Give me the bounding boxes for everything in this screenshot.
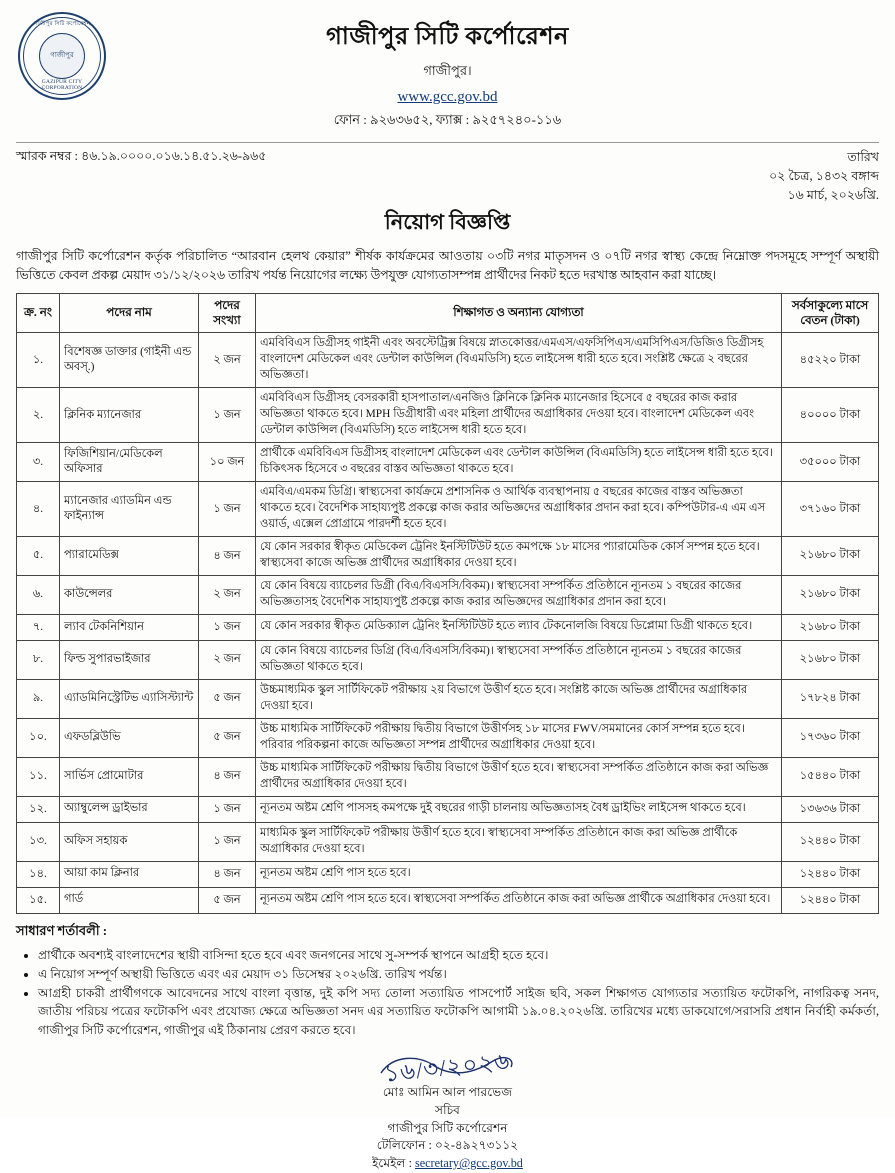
cell-vacancy: ৫ জন [199,679,256,718]
date-label: তারিখ [847,150,879,164]
cell-sl: ৯. [17,679,60,718]
city-corporation-seal-icon [18,12,106,100]
cell-sl: ৭. [17,614,60,640]
cell-vacancy: ১ জন [199,614,256,640]
column-header-post: পদের নাম [60,293,199,333]
memo-number: স্মারক নম্বর : ৪৬.১৯.০০০০.০১৬.১৪.৫১.২৬-৯৬৫ [16,149,267,163]
cell-sl: ১১. [17,757,60,796]
page-title: নিয়োগ বিজ্ঞপ্তি [384,210,511,235]
table-row [17,861,879,887]
cell-post-name: প্যারামেডিক্স [60,537,199,576]
table-row [17,796,879,822]
cell-sl: ১২. [17,796,60,822]
table-row [17,575,879,614]
cell-vacancy: ৫ জন [199,718,256,757]
cell-qualification: মাধ্যমিক স্কুল সার্টিফিকেট পরীক্ষায় উত্তীর্ণ হতে হবে। স্বাস্থ্যসেবা সম্পর্কিত প্রতিষ্ঠানে কাজ করা অভিজ্ঞ প্রার্থীকে অগ্রাধিকার দেওয়া হবে। [256,822,782,861]
document-header [16,10,879,132]
signatory-office: গাজীপুর সিটি কর্পোরেশন [387,1120,508,1135]
signatory-email-row [16,1155,879,1173]
signatory-phone: টেলিফোন : ০২-৪৯২৭৩১১২ [376,1138,519,1153]
cell-sl: ৮. [17,640,60,679]
seal-bottom-text: GAZIPUR CITY CORPORATION [41,79,83,91]
cell-post-name: গার্ড [60,887,199,913]
conditions-list [16,946,879,1039]
table-row [17,388,879,443]
organization-website-link[interactable]: www.gcc.gov.bd [397,89,498,105]
cell-qualification: প্রার্থীকে এমবিবিএস ডিগ্রীসহ বাংলাদেশ মেডিকেল এবং ডেন্টাল কাউন্সিল (বিএমডিসি) হতে লাইসেন্স ধারী হতে হবে। চিকিৎসক হিসেবে ৩ বছরের বাস্তব অভিজ্ঞতা থাকতে হবে। [256,443,782,482]
cell-post-name: এফডব্লিউভি [60,718,199,757]
organization-location: গাজীপুর। [423,63,472,78]
cell-post-name: অ্যাম্বুলেন্স ড্রাইভার [60,796,199,822]
signature-scribble: ১৬/৩/২০২৬ [383,1048,512,1087]
table-row [17,614,879,640]
cell-pay: ১৭৮২৪ টাকা [782,679,879,718]
cell-qualification: যে কোন সরকার স্বীকৃত মেডিকেল ট্রেনিং ইনস্টিটিউট হতে কমপক্ষে ১৮ মাসের প্যারামেডিক কোর্স সম্পন্ন হতে হবে। স্বাস্থ্যসেবা কাজে অভিজ্ঞ প্রার্থীদের অগ্রাধিকার দেওয়া হবে। [256,537,782,576]
cell-post-name: বিশেষজ্ঞ ডাক্তার (গাইনী এন্ড অবস্.) [60,333,199,388]
cell-post-name: ফিজিশিয়ান/মেডিকেল অফিসার [60,443,199,482]
cell-vacancy: ৪ জন [199,757,256,796]
column-header-vacancy: পদের সংখ্যা [199,293,256,333]
cell-pay: ২১৬৮০ টাকা [782,640,879,679]
table-row [17,333,879,388]
organization-title: গাজীপুর সিটি কর্পোরেশন [326,24,569,50]
cell-pay: ৪০০০০ টাকা [782,388,879,443]
cell-qualification: ন্যূনতম অষ্টম শ্রেণি পাসসহ কমপক্ষে দুই বছরের গাড়ী চালনায় অভিজ্ঞতাসহ বৈধ ড্রাইভিং লাইসেন্স থাকতে হবে। [256,796,782,822]
cell-qualification: উচ্চ মাধ্যমিক সার্টিফিকেট পরীক্ষায় দ্বিতীয় বিভাগে উত্তীর্ণসহ ১৮ মাসের FWV/সমমানের কোর্স সম্পন্ন হতে হবে। পরিবার পরিকল্পনা কাজে অভিজ্ঞতা সম্পন্ন প্রার্থীদের অগ্রাধিকার দেওয়া হবে। [256,718,782,757]
table-row [17,718,879,757]
cell-qualification: এমবিবিএস ডিগ্রীসহ বেসরকারী হাসপাতাল/এনজিও ক্লিনিকে ক্লিনিক ম্যানেজার হিসেবে ৫ বছরের কাজ করার অভিজ্ঞতা থাকতে হবে। MPH ডিগ্রীধারী এবং মহিলা প্রার্থীদের অগ্রাধিকার দেওয়া হবে। বাংলাদেশ মেডিকেল এবং ডেন্টাল কাউন্সিল (বিএমডিসি) হতে লাইসেন্স ধারী হতে হবে। [256,388,782,443]
cell-pay: ২১৬৮০ টাকা [782,537,879,576]
cell-vacancy: ১ জন [199,482,256,537]
cell-qualification: উচ্চমাধ্যমিক স্কুল সার্টিফিকেট পরীক্ষায় ২য় বিভাগে উত্তীর্ণ হতে হবে। সংশ্লিষ্ট কাজে অভিজ্ঞ প্রার্থীদের অগ্রাধিকার দেওয়া হবে। [256,679,782,718]
cell-pay: ২১৬৮০ টাকা [782,575,879,614]
cell-pay: ৩৫০০০ টাকা [782,443,879,482]
cell-sl: ২. [17,388,60,443]
cell-post-name: কাউন্সেলর [60,575,199,614]
organization-phone-line: ফোন : ৯২৬৩৬৫২, ফ্যাক্স : ৯২৫৭২৪০-১১৬ [333,112,562,127]
signature-wrapper [383,1048,512,1087]
list-item: • আগ্রহী চাকরী প্রার্থীগণকে আবেদনের সাথে বাংলা বৃত্তান্ত, দুই কপি সদ্য তোলা সত্যায়িত পাসপোর্ট সাইজ ছবি, সকল শিক্ষাগত যোগ্যতার সত্যায়িত ফটোকপি, নাগরিকত্ব সনদ, জাতীয় পরিচয় পত্রের ফটোকপি এবং প্রযোজ্য ক্ষেত্রে অভিজ্ঞতা সনদ এর সত্যায়িত ফটোকপি আগামী ১৯.০৪.২০২৬খ্রি. তারিখের মধ্যে ডাকযোগে/সরাসরি প্রধান নির্বাহী কর্মকর্তা, গাজীপুর সিটি কর্পোরেশন, গাজীপুর এই ঠিকানায় প্রেরণ করতে হবে। [38,984,879,1039]
cell-post-name: এ্যাডমিনিস্ট্রেটিভ এ্যাসিস্ট্যান্ট [60,679,199,718]
seal-inner-text: গাজীপুর [39,33,85,79]
cell-post-name: আয়া কাম ক্লিনার [60,861,199,887]
list-item: • প্রার্থীকে অবশ্যই বাংলাদেশের স্থায়ী বাসিন্দা হতে হবে এবং জনগনের সাথে সু-সম্পর্ক স্থাপনে আগ্রহী হতে হবে। [38,946,879,964]
cell-post-name: অফিস সহায়ক [60,822,199,861]
table-row [17,887,879,913]
signatory-name: মোঃ আমিন আল পারভেজ [382,1085,513,1100]
cell-sl: ১. [17,333,60,388]
cell-post-name: সার্ভিস প্রোমোটার [60,757,199,796]
cell-vacancy: ১০ জন [199,443,256,482]
cell-vacancy: ১ জন [199,388,256,443]
cell-post-name: ম্যানেজার এ্যাডমিন এন্ড ফাইন্যান্স [60,482,199,537]
column-header-pay: সর্বসাকুল্যে মাসে বেতন (টাকা) [782,293,879,333]
column-header-qualification: শিক্ষাগত ও অন্যান্য যোগ্যতা [256,293,782,333]
email-label: ইমেইল : [372,1156,412,1171]
cell-vacancy: ১ জন [199,822,256,861]
signatory-designation: সচিব [435,1103,460,1118]
cell-qualification: উচ্চ মাধ্যমিক সার্টিফিকেট পরীক্ষায় দ্বিতীয় বিভাগে উত্তীর্ণ হতে হবে। স্বাস্থ্যসেবা সম্পর্কিত প্রতিষ্ঠানে কাজ করা অভিজ্ঞ প্রার্থীদের অগ্রাধিকার দেওয়া হবে। [256,757,782,796]
column-header-sl: ক্র. নং [17,293,60,333]
list-item: • এ নিয়োগ সম্পূর্ণ অস্থায়ী ভিত্তিতে এবং এর মেয়াদ ৩১ ডিসেম্বর ২০২৬খ্রি. তারিখ পর্যন্ত। [38,965,879,983]
email-address[interactable]: secretary@gcc.gov.bd [415,1156,523,1171]
cell-pay: ১২৪৪০ টাকা [782,887,879,913]
cell-pay: ১২৪৪০ টাকা [782,822,879,861]
table-row [17,757,879,796]
table-row [17,443,879,482]
cell-pay: ১৫৪৪০ টাকা [782,757,879,796]
cell-sl: ১০. [17,718,60,757]
cell-sl: ১৪. [17,861,60,887]
cell-vacancy: ২ জন [199,575,256,614]
cell-post-name: ল্যাব টেকনিশিয়ান [60,614,199,640]
cell-pay: ১৭৩৬০ টাকা [782,718,879,757]
date-bangla: ০২ চৈত্র, ১৪৩২ বঙ্গাব্দ [769,168,879,183]
cell-pay: ৪৫২২০ টাকা [782,333,879,388]
cell-pay: ১২৪৪০ টাকা [782,861,879,887]
cell-qualification: ন্যূনতম অষ্টম শ্রেণি পাস হতে হবে। স্বাস্থ্যসেবা সম্পর্কিত প্রতিষ্ঠানে কাজ করা অভিজ্ঞ প্রার্থীকে অগ্রাধিকার দেওয়া হবে। [256,887,782,913]
memo-date-block [769,148,879,204]
cell-qualification: এমবিবিএস ডিগ্রীসহ গাইনী এবং অবস্টেট্রিক্স বিষয়ে স্নাতকোত্তর/এমএস/এফসিপিএস/এমসিপিএস/ডিজিও ডিগ্রীসহ বাংলাদেশ মেডিকেল এবং ডেন্টাল কাউন্সিল (বিএমডিসি) হতে লাইসেন্স ধারী হতে হবে। সংশ্লিষ্ট ক্ষেত্রে ২ বছরের অভিজ্ঞতা। [256,333,782,388]
cell-post-name: ফিল্ড সুপারভাইজার [60,640,199,679]
cell-qualification: এমবিএ/এমকম ডিগ্রি। স্বাস্থ্যসেবা কার্যক্রমে প্রশাসনিক ও আর্থিক ব্যবস্থাপনায় ৫ বছরের কাজের বাস্তব অভিজ্ঞতা থাকতে হবে। বৈদেশিক সাহায্যপুষ্ট প্রকল্পে কাজ করার অভিজ্ঞদের অগ্রাধিকার প্রদান করা হবে। কম্পিউটার-এ এম এস ওয়ার্ড, এক্সেল প্রোগ্রামে পারদর্শী হতে হবে। [256,482,782,537]
cell-sl: ১৫. [17,887,60,913]
seal-top-text: গাজীপুর সিটি কর্পোরেশন [33,21,91,27]
cell-vacancy: ৪ জন [199,537,256,576]
table-row [17,679,879,718]
table-row [17,640,879,679]
cell-sl: ৫. [17,537,60,576]
cell-qualification: যে কোন বিষয়ে ব্যাচেলর ডিগ্রি (বিএ/বিএসসি/বিকম)। স্বাস্থ্যসেবা সম্পর্কিত প্রতিষ্ঠানে ন্যূনতম ১ বছরের কাজের অভিজ্ঞতা থাকতে হবে। [256,640,782,679]
cell-vacancy: ১ জন [199,796,256,822]
date-english: ১৬ মার্চ, ২০২৬খ্রি. [787,187,879,202]
cell-sl: ৩. [17,443,60,482]
job-positions-table [16,293,879,914]
cell-qualification: যে কোন সরকার স্বীকৃত মেডিক্যাল ট্রেনিং ইনস্টিটিউট হতে ল্যাব টেকনোলজি বিষয়ে ডিপ্লোমা ডিগ্রী থাকতে হবে। [256,614,782,640]
memo-meta-row [16,142,879,204]
table-row [17,482,879,537]
cell-sl: ৪. [17,482,60,537]
conditions-title: সাধারণ শর্তাবলী : [16,922,108,938]
signature-block [16,1048,879,1173]
cell-vacancy: ৪ জন [199,861,256,887]
table-header-row [17,293,879,333]
cell-pay: ২১৬৮০ টাকা [782,614,879,640]
cell-vacancy: ২ জন [199,333,256,388]
cell-pay: ৩৭১৬০ টাকা [782,482,879,537]
cell-pay: ১৩৬৩৬ টাকা [782,796,879,822]
cell-post-name: ক্লিনিক ম্যানেজার [60,388,199,443]
cell-qualification: যে কোন বিষয়ে ব্যাচেলর ডিগ্রী (বিএ/বিএসসি/বিকম)। স্বাস্থ্যসেবা সম্পর্কিত প্রতিষ্ঠানে ন্যূনতম ১ বছরের কাজের অভিজ্ঞতাসহ বৈদেশিক সাহায্যপুষ্ট প্রকল্পে কাজ করার অভিজ্ঞদের অগ্রাধিকার প্রদান করা হবে। [256,575,782,614]
cell-qualification: ন্যূনতম অষ্টম শ্রেণি পাস হতে হবে। [256,861,782,887]
cell-sl: ৬. [17,575,60,614]
cell-vacancy: ২ জন [199,640,256,679]
table-row [17,822,879,861]
notice-intro-paragraph: গাজীপুর সিটি কর্পোরেশন কর্তৃক পরিচালিত “আরবান হেলথ কেয়ার” শীর্ষক কার্যক্রমের আওতায় ০৩টি নগর মাতৃসদন ও ০৭টি নগর স্বাস্থ্য কেন্দ্রে নিম্নোক্ত পদসমূহে সম্পূর্ণ অস্থায়ী ভিত্তিতে কেবল প্রকল্প মেয়াদ ৩১/১২/২০২৬ তারিখ পর্যন্ত নিয়োগের লক্ষ্যে উপযুক্ত যোগ্যতাসম্পন্ন প্রার্থীদের নিকট হতে দরখাস্ত আহবান করা যাচ্ছে। [16,249,879,283]
cell-sl: ১৩. [17,822,60,861]
table-row [17,537,879,576]
cell-vacancy: ৫ জন [199,887,256,913]
